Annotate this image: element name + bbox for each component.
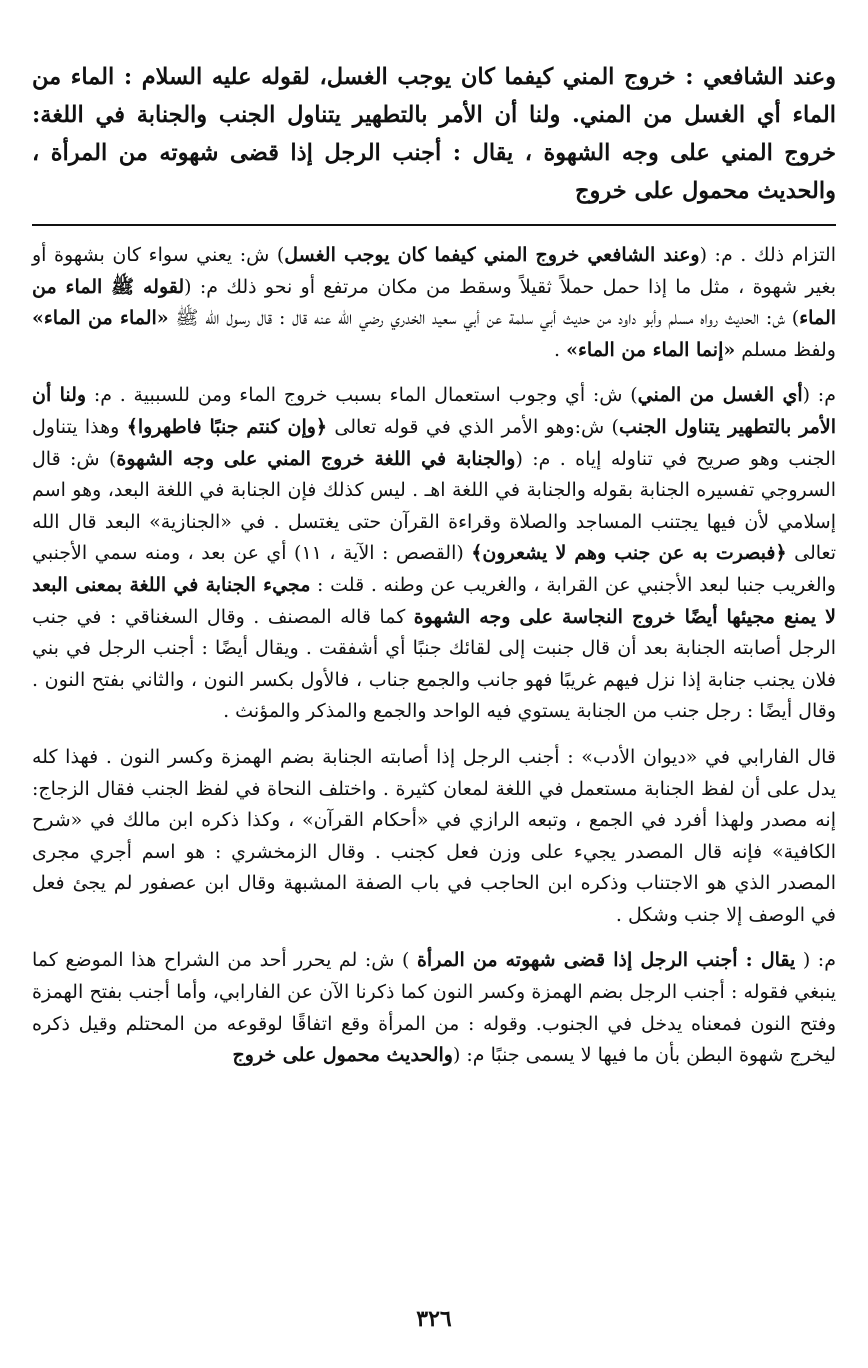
commentary-bold-segment: والجنابة في اللغة خروج المني على وجه الشهوة <box>116 447 516 470</box>
commentary-segment: م: ( <box>795 949 836 972</box>
commentary <box>32 240 836 1072</box>
commentary-segment: (القصص : الآية ، ١١) أي عن بعد ، ومنه سمي الأجنبي والغريب جنبا لبعد الأجنبي عن القرابة ، والغريب عن وطنه . قلت : <box>32 542 836 596</box>
commentary-bold-segment: مجيء الجنابة في اللغة بمعنى البعد لا يمنع مجيئها أيضًا خروج النجاسة على وجه الشهوة <box>32 573 836 628</box>
page <box>32 58 836 1086</box>
commentary-paragraph <box>32 380 836 728</box>
commentary-segment: التزام ذلك . م: ( <box>699 244 836 266</box>
page-number: ٣٢٦ <box>416 1306 452 1332</box>
commentary-bold-segment: والحديث محمول على خروج <box>232 1044 453 1067</box>
commentary-segment: قال الفارابي في «ديوان الأدب» : أجنب الرجل إذا أصابته الجنابة بضم الهمزة وكسر النون . فهذا كله يدل على أن لفظ الجنابة مستعمل في اللغة لمعان كثيرة . واختلف النحاة في لفظ الجنب فقال الزجاج: إنه مصدر ولهذا أفرد في الجمع ، وتبعه الرازي في «أحكام القرآن» ، وكذا ذكره ابن مالك في «شرح الكافية» فإنه قال المصدر يجيء على وزن فعل كجنب . وقال الزمخشري : هو اسم أجري مجرى المصدر الذي هو الاجتناب وذكره ابن الحاجب في باب الصفة المشبهة وقال ابن عصفور لم يجئ فعل في الوصف إلا جنب وشكل . <box>32 745 836 926</box>
commentary-bold-segment: ﴿وإن كنتم جنبًا فاطهروا﴾ <box>126 415 328 438</box>
commentary-bold-segment: «الماء من الماء» <box>32 307 169 330</box>
commentary-segment: وهذا يتناول الجنب وهو صريح في تناوله إياه . م: ( <box>32 415 837 470</box>
main-text: وعند الشافعي : خروج المني كيفما كان يوجب الغسل، لقوله عليه السلام : الماء من الماء أي الغسل من المني. ولنا أن الأمر بالتطهير يتناول الجنب والجنابة في اللغة: خروج المني على وجه الشهوة ، يقال : أجنب الرجل إذا قضى شهوته من المرأة ، والحديث محمول على خروج <box>32 64 836 204</box>
commentary-segment: ولفظ مسلم <box>735 338 836 361</box>
commentary-bold-segment: وعند الشافعي خروج المني كيفما كان يوجب الغسل <box>284 244 700 266</box>
commentary-bold-segment: يقال : أجنب الرجل إذا قضى شهوته من المرأة <box>416 949 796 972</box>
commentary-bold-segment: ولنا أن الأمر بالتطهير يتناول الجنب <box>32 384 836 438</box>
commentary-segment: ) ش: قال السروجي تفسيره الجنابة بقوله والجنابة في اللغة اهـ . ليس كذلك فإن الجنابة في اللغة البعد، وهو اسم إسلامي لأن فيها يجتنب المساجد والصلاة وقراءة القرآن حتى يغتسل . في «الجنازية» البعد قال الله تعالى <box>32 447 836 565</box>
commentary-paragraph <box>32 240 836 366</box>
commentary-bold-segment: لقوله ﷺ الماء من الماء <box>32 275 837 330</box>
commentary-segment: ) ش: يعني سواء كان بشهوة أو بغير شهوة ، مثل ما إذا حمل حملاً ثقيلاً وسقط من مكان مرتفع أو نحو ذلك م: ( <box>32 244 836 298</box>
commentary-segment: م: ( <box>802 384 836 407</box>
commentary-segment: . <box>554 338 567 361</box>
commentary-segment: ) ش: لم يحرر أحد من الشراح هذا الموضع كما ينبغي فقوله : أجنب الرجل بضم الهمزة وكسر النون كما ذكرنا الآن عن الفارابي، وأما أجنب بفتح الهمزة وفتح النون فمعناه يدخل في الجنوب. وقوله : من المرأة وقع اتفاقًا لوقوعه من المحتلم وقيل ذكره ليخرج شهوة البطن بأن ما فيها لا يسمى جنبًا م: ( <box>32 949 836 1067</box>
commentary-segment: ) ش:وهو الأمر الذي في قوله تعالى <box>327 415 619 438</box>
commentary-segment: ) ش: أي وجوب استعمال الماء بسبب خروج الماء ومن للسببية . م: <box>86 384 638 407</box>
commentary-segment: ) ش: الحديث رواه مسلم وأبو داود من حديث أبي سلمة عن أبي سعيد الخدري رضي الله عنه قال : قال رسول الله ﷺ <box>168 307 800 330</box>
commentary-paragraph <box>32 742 836 932</box>
commentary-paragraph <box>32 945 836 1071</box>
commentary-bold-segment: «إنما الماء من الماء» <box>566 338 736 361</box>
commentary-segment: كما قاله المصنف . وقال السغناقي : في جنب الرجل أصابته الجنابة بعد أن قال جنبت إلى لقائك جنبًا أي أشفقت . ويقال أيضًا : أجنب الرجل في بني فلان يجنب جنابة إذا نزل فيهم غريبًا فهو جانب والجمع جناب ، فالأول بكسر النون ، والثاني بفتح النون . وقال أيضًا : رجل جنب من الجنابة يستوي فيه الواحد والجمع والمذكر والمؤنث . <box>32 605 836 723</box>
commentary-bold-segment: ﴿فبصرت به عن جنب وهم لا يشعرون﴾ <box>471 542 787 565</box>
commentary-bold-segment: أي الغسل من المني <box>637 384 803 407</box>
separator-line <box>32 224 836 226</box>
